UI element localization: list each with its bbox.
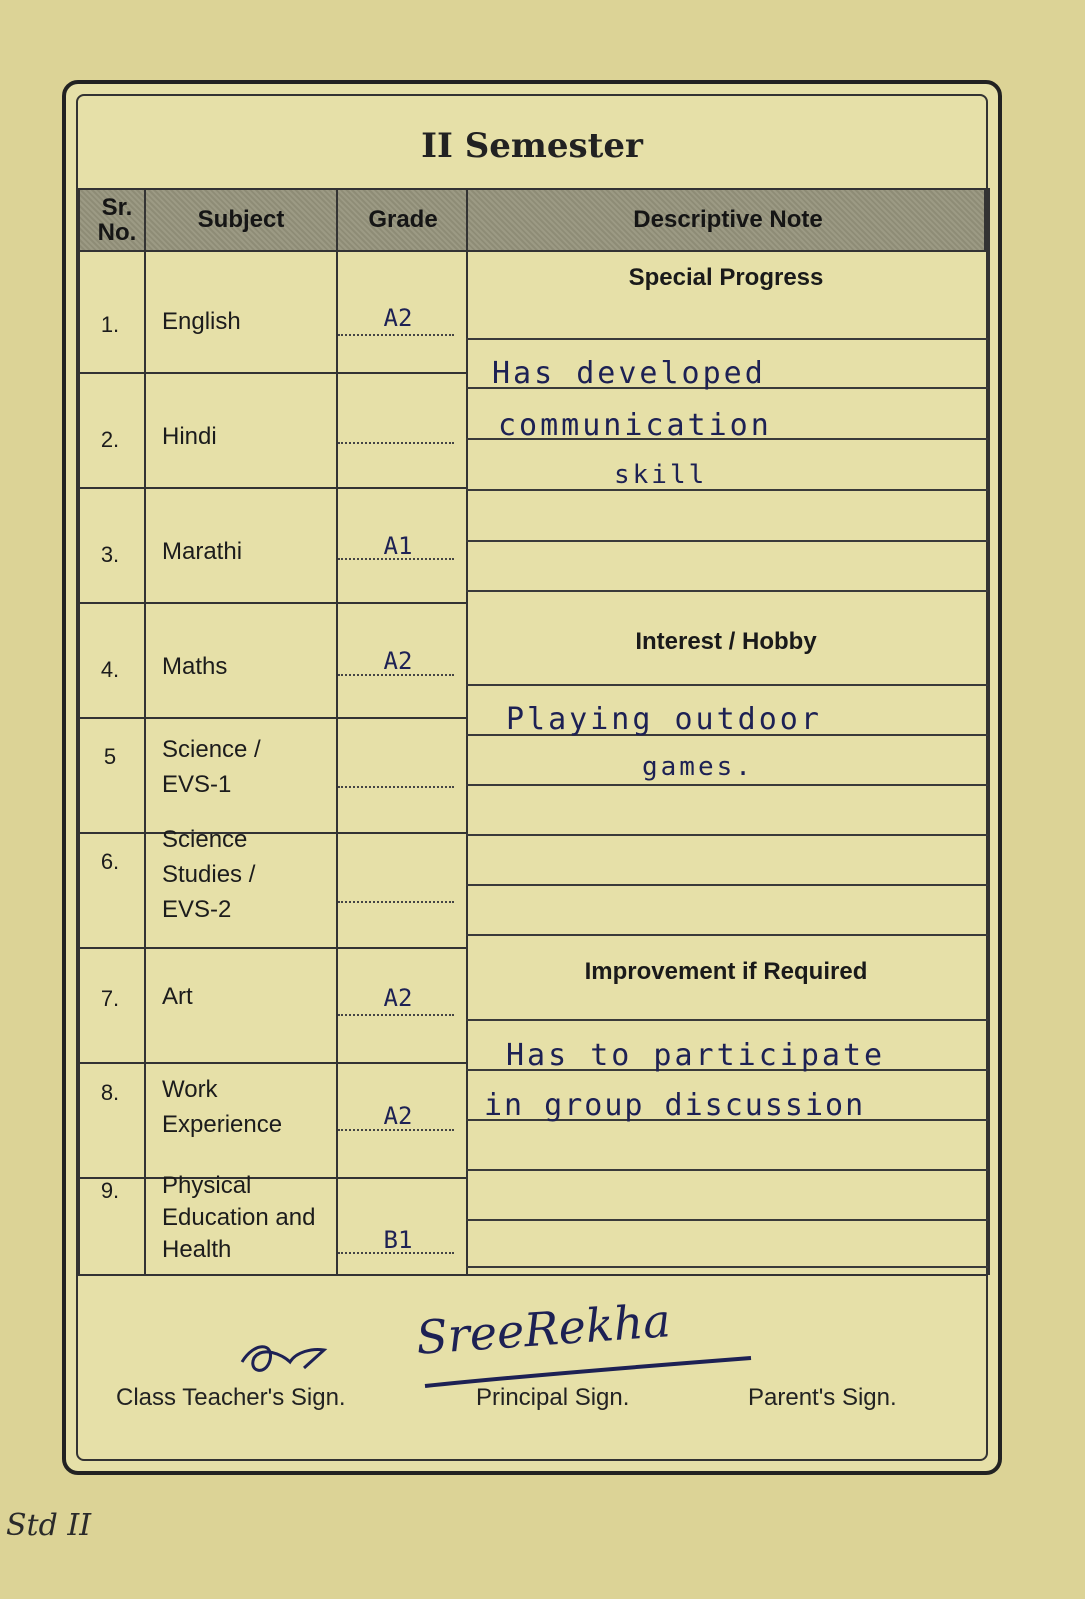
row-1-subject: English	[162, 308, 241, 335]
row-4-subject: Maths	[162, 653, 228, 680]
row-3-subject: Marathi	[162, 538, 243, 565]
special-progress-line-2: communication	[498, 408, 772, 443]
note-rule	[466, 684, 988, 686]
row-separator	[78, 717, 468, 719]
interest-hobby-heading: Interest / Hobby	[635, 628, 817, 655]
row-8-sr: 8.	[100, 1080, 120, 1105]
row-9-sr: 9.	[100, 1178, 120, 1203]
row-9-subject: Physical Education and Health	[162, 1172, 316, 1263]
note-rule	[466, 1219, 988, 1221]
grade-dotted-line	[338, 334, 454, 336]
grid-line	[466, 188, 468, 1275]
note-rule	[466, 338, 988, 340]
class-teacher-sign-label: Class Teacher's Sign.	[116, 1384, 346, 1411]
row-separator	[78, 487, 468, 489]
row-2-sr: 2.	[100, 427, 120, 452]
row-9-grade: B1	[383, 1226, 413, 1254]
note-rule	[466, 590, 988, 592]
interest-hobby-line-1: Playing outdoor	[506, 702, 822, 737]
row-1-sr: 1.	[100, 312, 120, 337]
note-rule	[466, 884, 988, 886]
note-rule	[466, 1019, 988, 1021]
note-rule	[466, 934, 988, 936]
row-7-subject: Art	[162, 983, 193, 1010]
grade-dotted-line	[338, 1014, 454, 1016]
grade-dotted-line	[338, 1129, 454, 1131]
grade-dotted-line	[338, 442, 454, 444]
row-7-grade: A2	[383, 984, 413, 1012]
note-rule	[466, 834, 988, 836]
row-4-grade: A2	[383, 647, 413, 675]
row-separator	[78, 372, 468, 374]
grid-line	[144, 188, 146, 1275]
row-4-sr: 4.	[100, 657, 120, 682]
interest-hobby-line-2: games.	[642, 752, 754, 782]
row-separator	[78, 602, 468, 604]
row-8-grade: A2	[383, 1102, 413, 1130]
note-rule	[466, 1169, 988, 1171]
semester-title: II Semester	[421, 126, 643, 166]
improvement-heading: Improvement if Required	[584, 958, 868, 985]
row-1-grade: A2	[383, 304, 413, 332]
special-progress-line-1: Has developed	[492, 356, 766, 391]
note-rule	[466, 784, 988, 786]
row-8-subject: Work Experience	[162, 1076, 283, 1138]
row-2-subject: Hindi	[162, 423, 217, 450]
grade-dotted-line	[338, 901, 454, 903]
header-sr-no: Sr. No.	[97, 193, 137, 246]
grid-line	[988, 188, 990, 1275]
note-rule	[466, 489, 988, 491]
row-3-sr: 3.	[100, 542, 120, 567]
row-separator	[78, 947, 468, 949]
header-descriptive-note: Descriptive Note	[633, 206, 823, 234]
grade-dotted-line	[338, 1252, 454, 1254]
improvement-line-2: in group discussion	[484, 1088, 866, 1123]
row-3-grade: A1	[383, 532, 413, 560]
row-5-subject: Science / EVS-1	[162, 736, 261, 798]
report-card	[62, 80, 1002, 1475]
grade-dotted-line	[338, 674, 454, 676]
special-progress-heading: Special Progress	[628, 264, 824, 291]
grid-line	[78, 188, 80, 1275]
header-grade: Grade	[368, 206, 438, 234]
header-subject: Subject	[197, 206, 285, 234]
grade-dotted-line	[338, 558, 454, 560]
table-bottom-line	[78, 1274, 988, 1276]
principal-signature: SreeRekha	[414, 1293, 673, 1365]
principal-sign-label: Principal Sign.	[476, 1384, 630, 1411]
standard-note: Std II	[6, 1508, 92, 1543]
row-6-subject: Science Studies / EVS-2	[162, 826, 256, 923]
note-rule	[466, 540, 988, 542]
note-rule	[466, 1266, 988, 1268]
class-teacher-signature	[234, 1332, 344, 1382]
special-progress-line-3: skill	[614, 460, 708, 490]
row-6-sr: 6.	[100, 849, 120, 874]
improvement-line-1: Has to participate	[506, 1038, 886, 1073]
row-5-sr: 5	[103, 744, 117, 769]
grade-dotted-line	[338, 786, 454, 788]
parent-sign-label: Parent's Sign.	[748, 1384, 897, 1411]
row-separator	[78, 1062, 468, 1064]
row-7-sr: 7.	[100, 986, 120, 1011]
